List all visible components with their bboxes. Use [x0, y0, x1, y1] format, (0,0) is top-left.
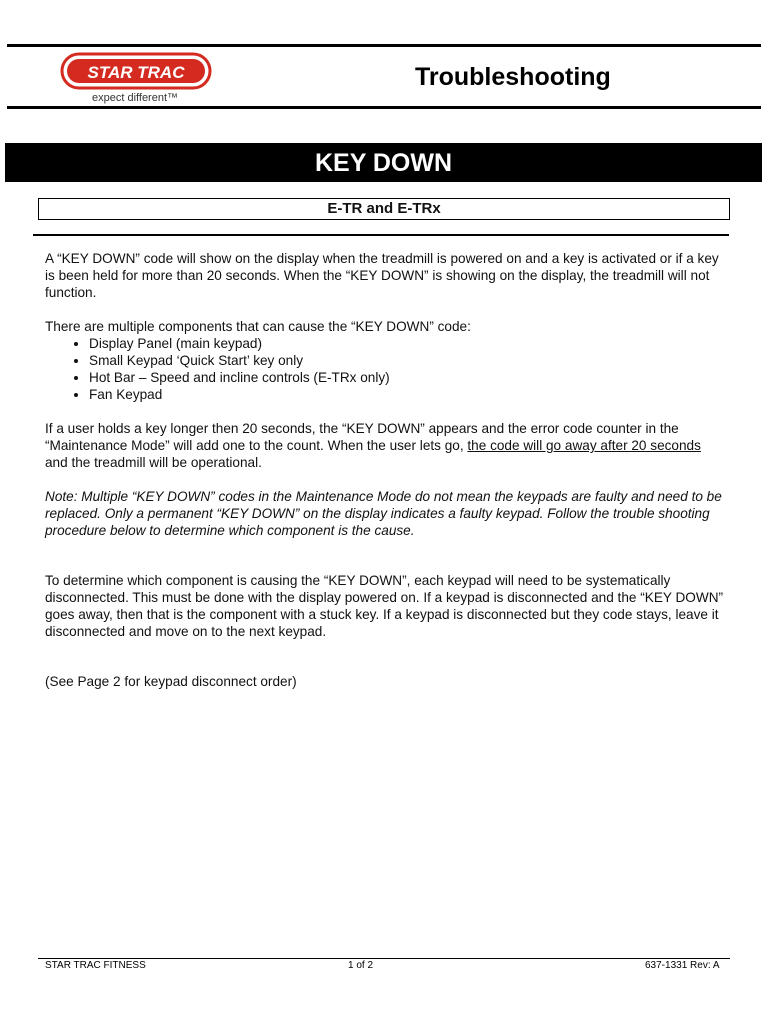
footer-company: STAR TRAC FITNESS: [45, 960, 146, 971]
note-paragraph: Note: Multiple “KEY DOWN” codes in the Maintenance Mode do not mean the keypads are faulty and need to be replaced. Only a permanent “KEY DOWN” on the display indicates a faulty keypad. Follow the trouble shooting procedure below to determine which component is the cause.: [45, 489, 722, 538]
list-item: • Fan Keypad: [89, 386, 725, 403]
list-item: • Small Keypad ‘Quick Start’ key only: [89, 352, 725, 369]
intro-paragraph: A “KEY DOWN” code will show on the display when the treadmill is powered on and a key is activated or if a key is been held for more than 20 seconds. When the “KEY DOWN” is showing on the display, the treadmill will not function.: [45, 251, 719, 300]
page-title: Troubleshooting: [415, 63, 611, 91]
logo-tagline: expect different™: [92, 92, 179, 104]
footer-doc-id: 637-1331 Rev: A: [645, 960, 720, 971]
hold-key-text: If a user holds a key longer then 20 seconds, the “KEY DOWN” appears and the error code counter in the “Maintenance Mode” will add one to the count. When the user lets go,: [45, 421, 679, 453]
hold-key-paragraph: [45, 420, 725, 471]
procedure-paragraph: To determine which component is causing the “KEY DOWN”, each keypad will need to be systematically disconnected. This must be done with the display powered on. If a keypad is disconnected and the “KEY DOWN” goes away, then that is the component with a stuck key. If a keypad is disconnected but they code stays, leave it disconnected and move on to the next keypad.: [45, 573, 724, 639]
section-rule: [33, 234, 729, 236]
header-rule: [7, 106, 761, 109]
components-lead: There are multiple components that can cause the “KEY DOWN” code:: [45, 319, 471, 334]
section-banner: KEY DOWN: [5, 143, 762, 182]
components-list: [45, 335, 725, 403]
footer-rule: [38, 958, 730, 959]
see-page-note: (See Page 2 for keypad disconnect order): [45, 674, 297, 689]
model-label: E-TR and E-TRx: [38, 198, 730, 220]
underlined-text: the code will go away after 20 seconds: [467, 438, 701, 453]
footer-page-number: 1 of 2: [348, 960, 374, 971]
document-body: [45, 250, 725, 690]
hold-key-text-end: and the treadmill will be operational.: [45, 455, 262, 470]
logo-text: STAR TRAC: [87, 63, 185, 82]
list-item: • Display Panel (main keypad): [89, 335, 725, 352]
top-rule: [7, 44, 761, 47]
list-item: • Hot Bar – Speed and incline controls (E-TRx only): [89, 369, 725, 386]
